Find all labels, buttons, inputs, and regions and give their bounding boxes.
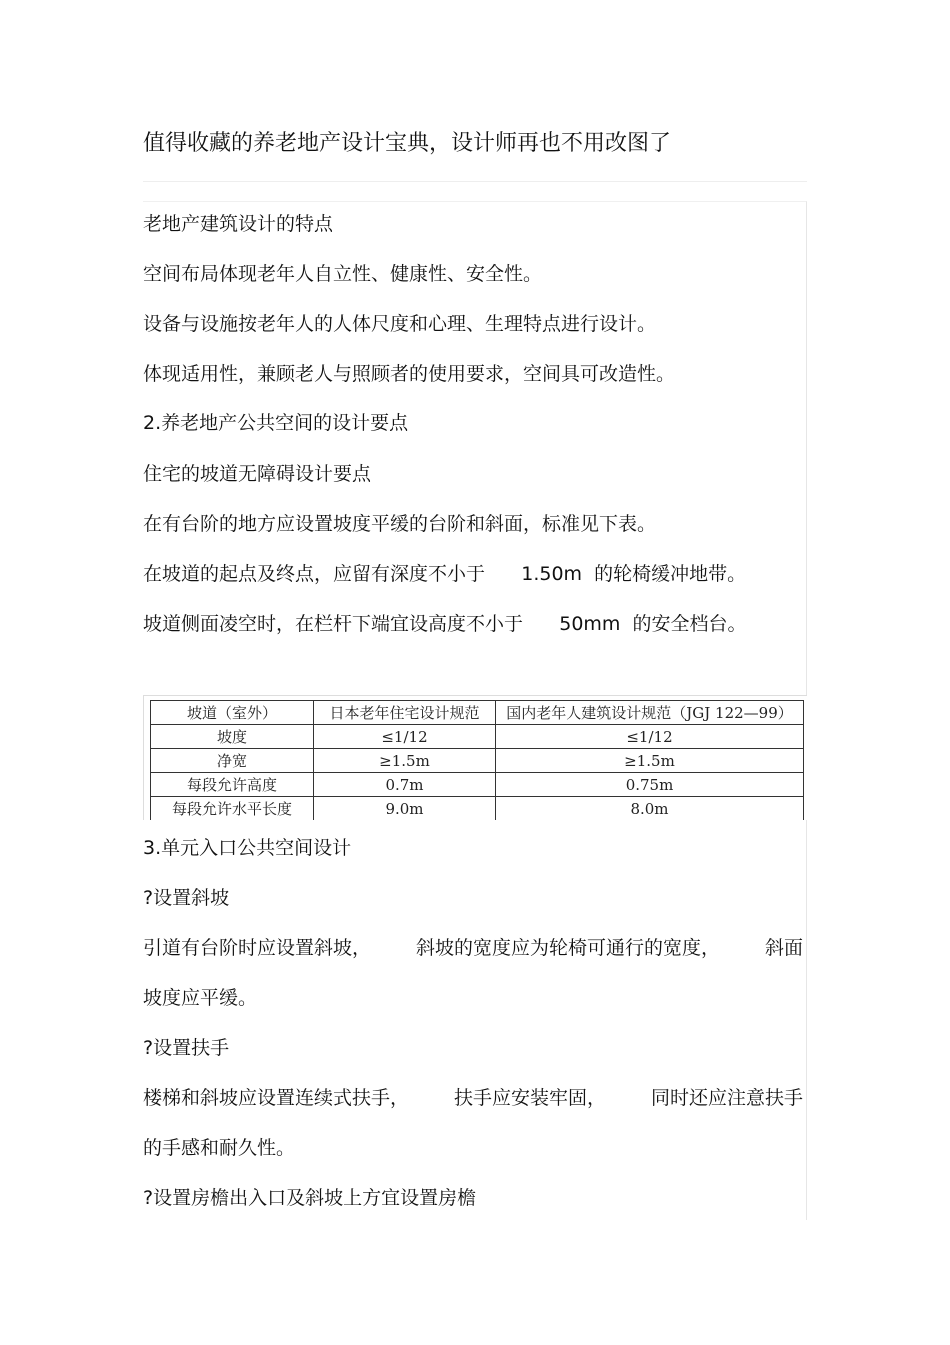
text-segment: 同时还应注意扶手 [650,1087,803,1109]
table-cell: 每段允许高度 [151,773,314,797]
table-cell: ≥1.5m [496,749,804,773]
table-cell: 每段允许水平长度 [151,797,314,821]
paragraph [143,1085,803,1111]
section-heading: 老地产建筑设计的特点 [143,213,334,235]
table-row [151,797,804,821]
table-cell: 9.0m [314,797,496,821]
item-title: ?设置斜坡 [143,887,230,909]
table-cell: 0.7m [314,773,496,797]
text-segment: 楼梯和斜坡应设置连续式扶手， [143,1087,410,1109]
section-heading: 2.养老地产公共空间的设计要点 [143,412,409,434]
paragraph: 在坡道的起点及终点，应留有深度不小于 1.50m 的轮椅缓冲地带。 [143,563,747,585]
paragraph: 坡道侧面凌空时，在栏杆下端宜设高度不小于 50mm 的安全档台。 [143,613,747,635]
table-row [151,725,804,749]
ramp-standards-table [150,700,804,820]
table-header-cell: 坡道（室外） [151,701,314,725]
paragraph: 设备与设施按老年人的人体尺度和心理、生理特点进行设计。 [143,313,657,335]
table-header-cell: 国内老年人建筑设计规范（JGJ 122—99） [496,701,804,725]
table-cell: 净宽 [151,749,314,773]
table-cell: 0.75m [496,773,804,797]
text-segment: 斜面 [764,937,803,959]
item-title: ?设置房檐出入口及斜坡上方宜设置房檐 [143,1187,477,1209]
table-row [151,773,804,797]
paragraph: 空间布局体现老年人自立性、健康性、安全性。 [143,263,543,285]
paragraph: 的手感和耐久性。 [143,1137,296,1159]
paragraph: 坡度应平缓。 [143,987,258,1009]
text-segment: 扶手应安装牢固， [453,1087,606,1109]
table-cell: 坡度 [151,725,314,749]
table-header-cell: 日本老年住宅设计规范 [314,701,496,725]
section-heading: 3.单元入口公共空间设计 [143,837,352,859]
subsection-heading: 住宅的坡道无障碍设计要点 [143,463,372,485]
table-cell: ≤1/12 [496,725,804,749]
paragraph [143,935,803,961]
item-title: ?设置扶手 [143,1037,230,1059]
title-divider [143,181,807,182]
paragraph: 体现适用性，兼顾老人与照顾者的使用要求，空间具可改造性。 [143,363,676,385]
paragraph: 在有台阶的地方应设置坡度平缓的台阶和斜面，标准见下表。 [143,513,657,535]
text-segment: 斜坡的宽度应为轮椅可通行的宽度， [415,937,720,959]
table-cell: ≤1/12 [314,725,496,749]
table-cell: 8.0m [496,797,804,821]
table-header-row [151,701,804,725]
table-row [151,749,804,773]
text-segment: 引道有台阶时应设置斜坡， [143,937,372,959]
page-title: 值得收藏的养老地产设计宝典，设计师再也不用改图了 [143,131,672,156]
ramp-standards-table-image [143,695,807,820]
table-cell: ≥1.5m [314,749,496,773]
